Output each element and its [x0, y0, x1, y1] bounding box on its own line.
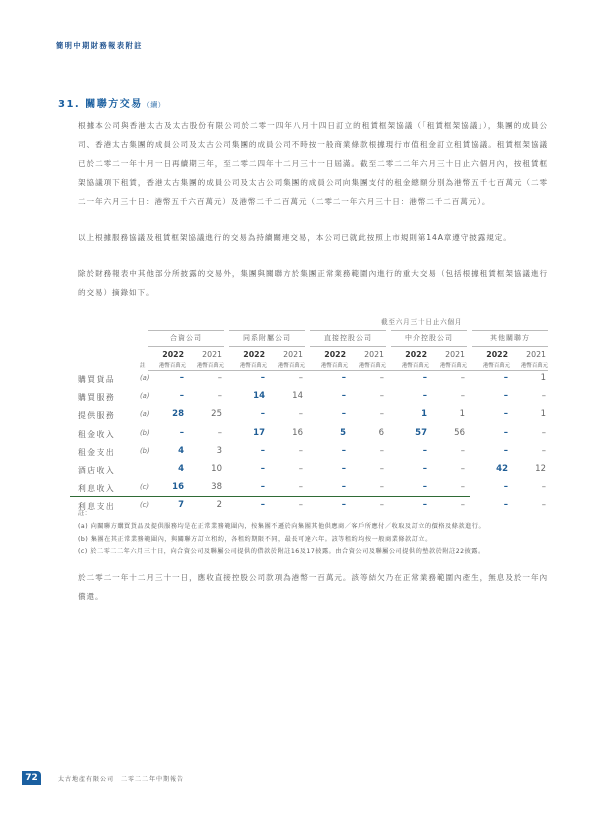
cell-value: –: [379, 373, 384, 383]
cell-value: –: [379, 445, 384, 456]
cell-value: –: [260, 464, 265, 474]
year-2022: 2022: [486, 350, 508, 359]
unit-label: 港幣百萬元: [521, 363, 548, 369]
cell-value: 38: [211, 482, 222, 493]
unit-label: 港幣百萬元: [240, 363, 267, 369]
page-number: 72: [22, 771, 41, 785]
cell-value: –: [541, 445, 546, 456]
group-header-immediate-holding: 直接控股公司: [310, 330, 386, 347]
cell-value: 12: [535, 464, 546, 474]
row-label: 利息收入: [78, 484, 116, 494]
cell-value: –: [217, 373, 222, 383]
cell-value: 42: [496, 464, 508, 474]
cell-value: –: [179, 391, 184, 402]
row-label: 租金收入: [78, 429, 116, 439]
year-2022: 2022: [405, 350, 427, 359]
unit-label: 港幣百萬元: [159, 363, 186, 369]
cell-value: 1: [540, 409, 546, 420]
table-row: [78, 479, 548, 497]
year-2022: 2022: [324, 350, 346, 359]
cell-value: –: [460, 373, 465, 383]
cell-value: 4: [178, 445, 184, 456]
cell-value: 1: [459, 409, 465, 420]
unit-label: 港幣百萬元: [359, 363, 386, 369]
cell-value: –: [460, 482, 465, 493]
paragraph-amount-due: 於二零二一年十二月三十一日，應收直接控股公司款項為港幣一百萬元。該等結欠乃在正常業務範圍內產生，無息及於一年內償還。: [78, 573, 548, 601]
row-note-ref: (a): [140, 374, 150, 382]
footnote-a: (a) 向關聯方購買貨品及提供服務均是在正常業務範圍內，按集團不遜於向集團其他供應商／客戶所應付／收取及訂立的價格及條款進行。: [78, 522, 486, 530]
cell-value: –: [379, 391, 384, 402]
row-label: 購買服務: [78, 393, 116, 403]
cell-value: –: [503, 500, 508, 511]
cell-value: 5: [340, 427, 346, 438]
table-row: [78, 425, 548, 443]
cell-value: –: [298, 464, 303, 474]
cell-value: 16: [292, 427, 303, 438]
row-note-ref: (a): [140, 410, 150, 419]
cell-value: –: [379, 464, 384, 474]
footnote-c: (c) 於二零二二年六月三十日，向合資公司及聯屬公司提供的借款於附註16及17披露。由合資公司及聯屬公司提供的墊款於附註22披露。: [78, 548, 485, 556]
paragraph-lease-framework: 根據本公司與香港太古及太古股份有限公司於二零一四年八月十四日訂立的租賃框架協議（「租賃框架協議」），集團的成員公司、香港太古集團的成員公司及太古公司集團的成員公司不時按一般商業條款根據現行市值租金訂立租賃協議。租賃框架協議已於二零二一年十月一日再續期三年，至二零二四年十二月三十一日屆滿。截至二零二二年六月三十日止六個月內，按租賃框架協議項下租賃，香港太古集團的成員公司及太古公司集團的成員公司向集團支付的租金總額分別為港幣五千七百萬元（二零二一年六月三十日：港幣五千六百萬元）及港幣二千二百萬元（二零二一年六月三十日：港幣二千二百萬元）。: [78, 121, 548, 206]
cell-value: 16: [172, 482, 184, 493]
table-row: [78, 370, 548, 388]
group-header-fellow-subsidiaries: 同系附屬公司: [229, 330, 305, 347]
cell-value: –: [503, 409, 508, 420]
cell-value: –: [217, 391, 222, 402]
table-bottom-rule: [70, 496, 470, 497]
cell-value: –: [541, 500, 546, 511]
cell-value: –: [460, 500, 465, 511]
unit-label: 港幣百萬元: [402, 363, 429, 369]
cell-value: 56: [454, 427, 465, 438]
year-2022: 2022: [162, 350, 184, 359]
cell-value: –: [460, 464, 465, 474]
cell-value: 4: [178, 464, 184, 474]
table-row: [78, 443, 548, 461]
cell-value: –: [541, 391, 546, 402]
cell-value: –: [341, 373, 346, 383]
row-note-ref: (b): [140, 428, 150, 437]
footnote-b: (b) 集團在其正常業務範圍內，與關聯方訂立租約，各租約期限不同，最長可達六年。該等租約均按一般商業條款訂立。: [78, 535, 432, 543]
group-header-other-related: 其他關聯方: [472, 330, 548, 347]
cell-value: –: [422, 482, 427, 493]
cell-value: –: [298, 409, 303, 420]
unit-label: 港幣百萬元: [197, 363, 224, 369]
cell-value: –: [341, 482, 346, 493]
cell-value: –: [503, 427, 508, 438]
cell-value: –: [298, 482, 303, 493]
cell-value: 3: [216, 445, 222, 456]
group-header-joint-ventures: 合資公司: [148, 330, 224, 347]
cell-value: –: [298, 445, 303, 456]
paragraph-summary-intro: 除於財務報表中其他部分所披露的交易外，集團與關聯方於集團正常業務範圍內進行的重大交易（包括根據租賃框架協議進行的交易）摘錄如下。: [78, 269, 548, 297]
cell-value: –: [460, 391, 465, 402]
cell-value: 14: [292, 391, 303, 402]
cell-value: 14: [253, 391, 265, 402]
group-header-intermediate-holding: 中介控股公司: [391, 330, 467, 347]
cell-value: –: [260, 482, 265, 493]
cell-value: –: [341, 409, 346, 420]
cell-value: 1: [421, 409, 427, 420]
year-2022: 2022: [243, 350, 265, 359]
section-title-text: 31. 關聯方交易: [58, 99, 143, 110]
unit-label: 港幣百萬元: [440, 363, 467, 369]
cell-value: –: [503, 391, 508, 402]
row-label: 酒店收入: [78, 466, 116, 475]
cell-value: –: [503, 373, 508, 383]
cell-value: –: [298, 500, 303, 511]
unit-label: 港幣百萬元: [321, 363, 348, 369]
row-label: 提供服務: [78, 411, 116, 421]
unit-label: 港幣百萬元: [483, 363, 510, 369]
row-note-ref: (c): [140, 483, 150, 492]
cell-value: –: [422, 500, 427, 511]
cell-value: 1: [540, 373, 546, 383]
table-row: [78, 461, 548, 479]
cell-value: –: [260, 445, 265, 456]
cell-value: 2: [216, 500, 222, 511]
running-head: 簡明中期財務報表附註: [56, 41, 143, 50]
cell-value: –: [503, 445, 508, 456]
unit-label: 港幣百萬元: [278, 363, 305, 369]
row-note-ref: (a): [140, 392, 150, 401]
cell-value: –: [422, 445, 427, 456]
continued-label: （續）: [142, 101, 166, 109]
cell-value: 6: [378, 427, 384, 438]
paragraph-continuing-transactions: 以上根據服務協議及租賃框架協議進行的交易為持續關連交易，本公司已就此按照上市規則第14A章遵守披露規定。: [78, 233, 512, 242]
table-row: [78, 406, 548, 424]
cell-value: 57: [415, 427, 427, 438]
cell-value: –: [422, 464, 427, 474]
year-2021: 2021: [526, 350, 546, 359]
cell-value: –: [341, 391, 346, 402]
cell-value: 10: [211, 464, 222, 474]
cell-value: –: [179, 373, 184, 383]
row-note-ref: (c): [140, 501, 150, 510]
cell-value: –: [298, 373, 303, 383]
cell-value: 17: [253, 427, 265, 438]
row-label: 租金支出: [78, 447, 116, 457]
cell-value: –: [460, 445, 465, 456]
cell-value: –: [341, 445, 346, 456]
year-2021: 2021: [364, 350, 384, 359]
note-column-header: 註: [140, 363, 146, 369]
cell-value: –: [260, 409, 265, 420]
cell-value: 7: [178, 500, 184, 511]
cell-value: –: [179, 427, 184, 438]
year-2021: 2021: [445, 350, 465, 359]
cell-value: –: [422, 391, 427, 402]
row-label: 購買貨品: [78, 375, 116, 384]
cell-value: –: [379, 500, 384, 511]
period-header: 截至六月三十日止六個月: [381, 318, 463, 326]
cell-value: –: [422, 373, 427, 383]
footnotes: [78, 508, 548, 559]
cell-value: –: [260, 373, 265, 383]
cell-value: 28: [172, 409, 184, 420]
cell-value: 25: [211, 409, 222, 420]
row-note-ref: (b): [140, 446, 150, 455]
cell-value: –: [260, 500, 265, 511]
year-2021: 2021: [283, 350, 303, 359]
cell-value: –: [541, 427, 546, 438]
cell-value: –: [341, 464, 346, 474]
cell-value: –: [379, 482, 384, 493]
table-row: [78, 388, 548, 406]
cell-value: –: [341, 500, 346, 511]
section-title: [58, 95, 165, 110]
cell-value: –: [217, 427, 222, 438]
cell-value: –: [503, 482, 508, 493]
footer-report-title: 太古地產有限公司 二零二二年中期報告: [58, 776, 185, 783]
year-2021: 2021: [202, 350, 222, 359]
cell-value: –: [541, 482, 546, 493]
cell-value: –: [379, 409, 384, 420]
footnotes-heading: 註：: [78, 510, 92, 517]
row-label: 利息支出: [78, 502, 116, 512]
